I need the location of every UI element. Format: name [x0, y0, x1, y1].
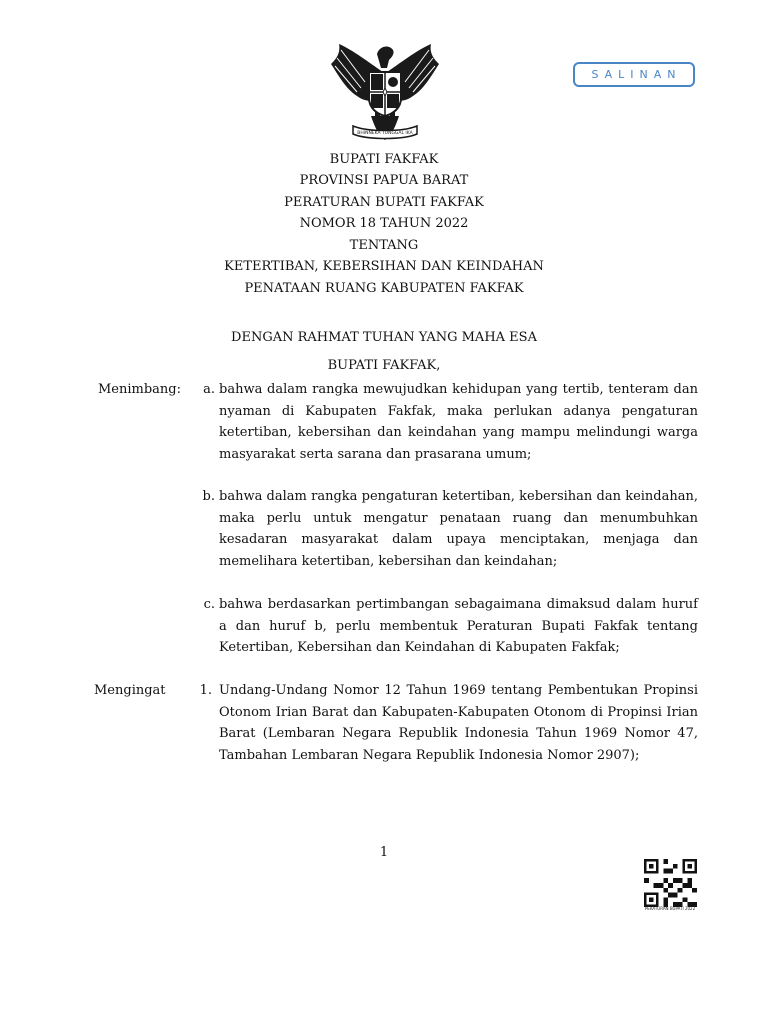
title-peraturan: PERATURAN BUPATI FAKFAK — [284, 195, 484, 210]
title-provinsi: PROVINSI PAPUA BARAT — [299, 173, 469, 188]
title-subject-line1: KETERTIBAN, KEBERSIHAN DAN KEINDAHAN — [224, 259, 544, 274]
page-number: 1 — [379, 845, 389, 860]
title-tentang: TENTANG — [349, 238, 419, 253]
menimbang-marker-c: c. — [203, 597, 215, 612]
mengingat-marker-1: 1. — [199, 683, 212, 698]
menimbang-item-b: bahwa dalam rangka pengaturan ketertiban, kebersihan dan keindahan, maka perlu untuk mengatur penataan ruang dan menumbuhkan kesadaran masyarakat dalam upaya menciptakan, menjaga dan memelihara ketertiban, kebersihan dan keindahan; — [219, 489, 698, 569]
menimbang-item-a: bahwa dalam rangka mewujudkan kehidupan yang tertib, tenteram dan nyaman di Kabupaten Fakfak, maka perlukan adanya pengaturan ketertiban, kebersihan dan keindahan yang mampu melindungi warga masyarakat serta sarana dan prasarana umum; — [219, 382, 698, 462]
emblem-motto: BHINNEKA TUNGGAL IKA — [357, 131, 413, 136]
menimbang-item-c: bahwa berdasarkan pertimbangan sebagaimana dimaksud dalam huruf a dan huruf b, perlu membentuk Peraturan Bupati Fakfak tentang Ketertiban, Kebersihan dan Keindahan di Kabupaten Fakfak; — [219, 597, 698, 656]
menimbang-marker-b: b. — [202, 489, 215, 504]
preamble: DENGAN RAHMAT TUHAN YANG MAHA ESA — [231, 330, 537, 345]
mengingat-item-1: Undang-Undang Nomor 12 Tahun 1969 tentang Pembentukan Propinsi Otonom Irian Barat dan Kabupaten-Kabupaten Otonom di Propinsi Irian Barat (Lembaran Negara Republik Indonesia Tahun 1969 Nomor 47, Tambahan Lembaran Negara Republik Indonesia Nomor 2907); — [219, 683, 698, 763]
mengingat-label: Mengingat — [94, 683, 166, 698]
salinan-stamp: SALINAN — [573, 62, 695, 87]
menimbang-label: Menimbang: — [98, 382, 182, 397]
title-nomor: NOMOR 18 TAHUN 2022 — [299, 216, 469, 231]
garuda-emblem — [331, 42, 439, 142]
menimbang-marker-a: a. — [203, 382, 215, 397]
title-subject-line2: PENATAAN RUANG KABUPATEN FAKFAK — [244, 281, 524, 296]
title-bupati: BUPATI FAKFAK — [329, 152, 439, 167]
official-title: BUPATI FAKFAK, — [327, 358, 441, 373]
qr-caption: PERATURAN BUPATI 2022 — [644, 906, 696, 911]
qr-code-icon — [643, 859, 698, 907]
